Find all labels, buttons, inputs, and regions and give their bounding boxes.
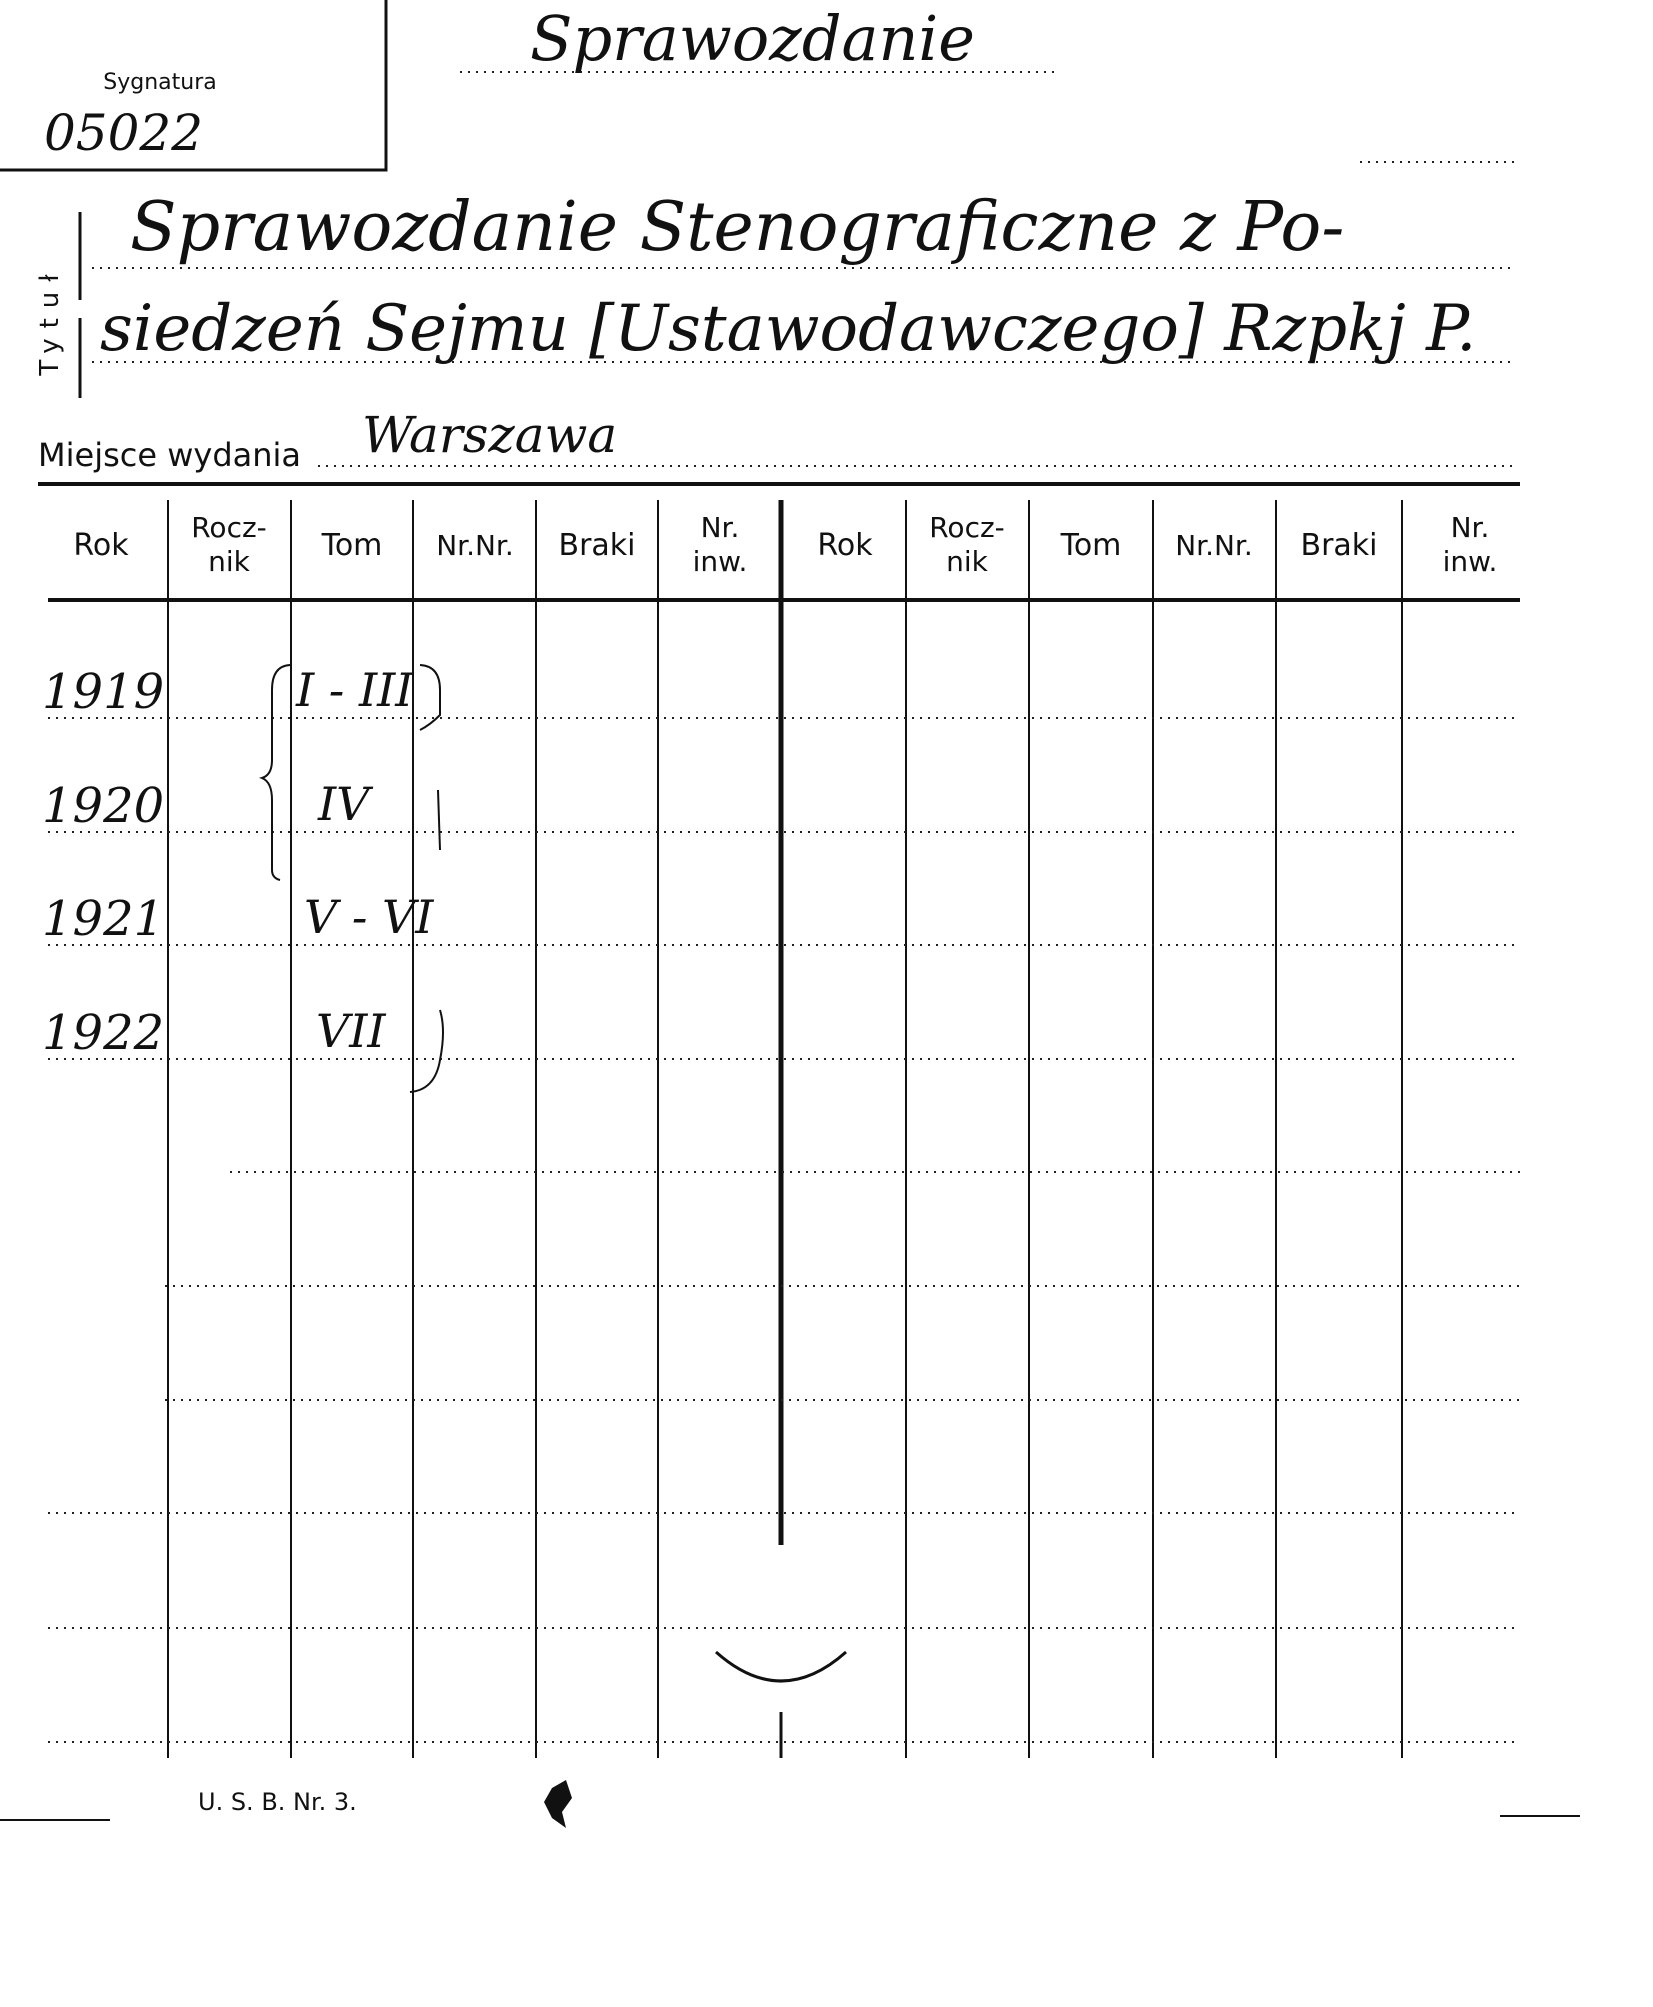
header-rok-2: Rok bbox=[817, 528, 873, 563]
entries bbox=[42, 663, 443, 1092]
bracket-right bbox=[410, 665, 443, 1092]
entry-year: 1921 bbox=[42, 891, 165, 947]
header-nrinw: Nr. inw. bbox=[692, 511, 748, 578]
header-nrinw-2: Nr. inw. bbox=[1442, 511, 1498, 578]
entry-year: 1922 bbox=[42, 1005, 165, 1061]
signature-box bbox=[0, 0, 386, 170]
header-rocznik-2: Rocz-nik bbox=[929, 511, 1005, 578]
title-line-2: siedzeń Sejmu [Ustawodawczego] Rzpkj P. bbox=[100, 292, 1477, 366]
header-tom-2: Tom bbox=[1060, 528, 1122, 563]
title-line-1: Sprawozdanie Stenograficzne z Po- bbox=[130, 188, 1345, 267]
entry-volume: IV bbox=[318, 777, 370, 831]
entry-year: 1919 bbox=[42, 664, 165, 720]
form-number: U. S. B. Nr. 3. bbox=[198, 1788, 357, 1816]
header-nrnr-2: Nr.Nr. bbox=[1175, 529, 1253, 562]
place-row bbox=[38, 406, 1515, 474]
card-heading: Sprawozdanie bbox=[530, 2, 975, 75]
signature-value: 05022 bbox=[44, 104, 204, 162]
entry-volume: V - VI bbox=[304, 890, 434, 944]
header-rocznik: Rocz-nik bbox=[191, 511, 267, 578]
header-braki-2: Braki bbox=[1300, 528, 1378, 563]
rod-hole bbox=[716, 1652, 846, 1681]
title-label: Tytuł bbox=[35, 264, 65, 376]
entry-volume: VII bbox=[316, 1004, 386, 1058]
entry-year: 1920 bbox=[42, 778, 165, 834]
title-block bbox=[35, 188, 1515, 398]
place-value: Warszawa bbox=[362, 406, 618, 464]
header-braki: Braki bbox=[558, 528, 636, 563]
header-rok: Rok bbox=[73, 528, 129, 563]
ink-blot bbox=[544, 1780, 572, 1828]
place-label: Miejsce wydania bbox=[38, 436, 302, 474]
header-nrnr: Nr.Nr. bbox=[436, 529, 514, 562]
column-headers bbox=[73, 511, 1497, 578]
header-tom: Tom bbox=[321, 528, 383, 563]
entry-volume: I - III bbox=[296, 663, 414, 717]
signature-label: Sygnatura bbox=[103, 70, 217, 95]
bracket-left bbox=[262, 665, 290, 880]
row-lines bbox=[48, 718, 1520, 1742]
